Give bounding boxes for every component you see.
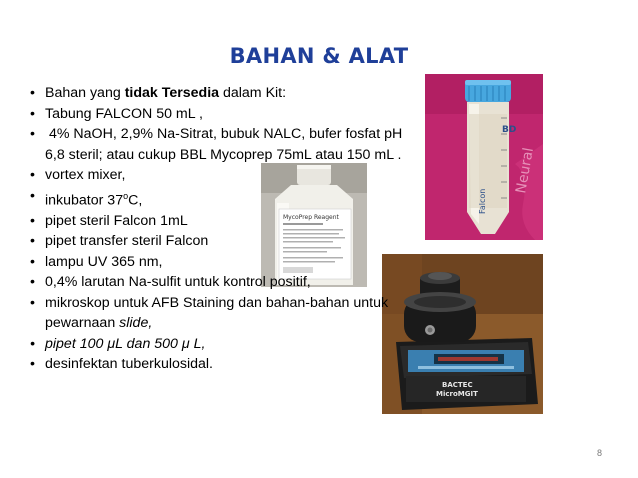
list-item [30,252,410,273]
list-item-text: pipet transfer steril Falcon [45,233,209,250]
list-item [30,293,410,334]
list-item-text: 0,4% larutan Na-sulfit untuk kontrol positif, [45,274,311,291]
list-item-text: pipet 100 μL dan 500 μ L, [45,335,206,352]
list-item [30,124,410,165]
materials-list [30,83,410,375]
list-item-text: Bahan yang [45,85,125,101]
list-item-text: pipet steril Falcon 1mL [45,212,188,229]
page-number: 8 [596,448,602,458]
list-item [30,354,410,375]
superscript-text: o [123,190,129,201]
bactec-label-line1: BACTEC [442,381,473,389]
list-item-text: C, [128,192,143,209]
list-item-text: lampu UV 365 nm, [45,253,163,270]
bactec-label-line2: MicroMGIT [436,390,478,398]
list-item [30,165,410,186]
reagent-label-text: MycoPrep Reagent [283,214,339,221]
list-item-text: inkubator 37 [45,192,124,209]
list-item-text: 4% NaOH, 2,9% Na-Sitrat, bubuk NALC, bufer fosfat pH 6,8 steril; atau cukup BBL Mycoprep 75mL atau 150 mL . [45,126,407,163]
falcon-tube-photo [425,74,543,240]
list-item-text: Tabung FALCON 50 mL , [45,105,203,122]
list-item-text: dalam Kit: [219,85,287,101]
list-item-italic-text: slide, [119,315,153,332]
list-item-text: vortex mixer, [45,167,126,183]
list-item [30,104,410,125]
list-item [30,211,410,232]
list-item-text: desinfektan tuberkulosidal. [45,356,213,373]
falcon-brand-text: BD [502,125,517,135]
slide-title: BAHAN & ALAT [229,44,409,68]
falcon-label-text: Falcon [478,188,487,214]
list-item [30,186,410,211]
list-item [30,272,410,293]
list-item [30,231,410,252]
list-item [30,334,410,355]
list-item-text: mikroskop untuk AFB Staining dan bahan-bahan untuk pewarnaan [45,294,389,332]
svg-text:Neural: Neural [513,146,537,195]
list-item [30,83,410,104]
list-item-bold-text: tidak Tersedia [124,85,220,101]
